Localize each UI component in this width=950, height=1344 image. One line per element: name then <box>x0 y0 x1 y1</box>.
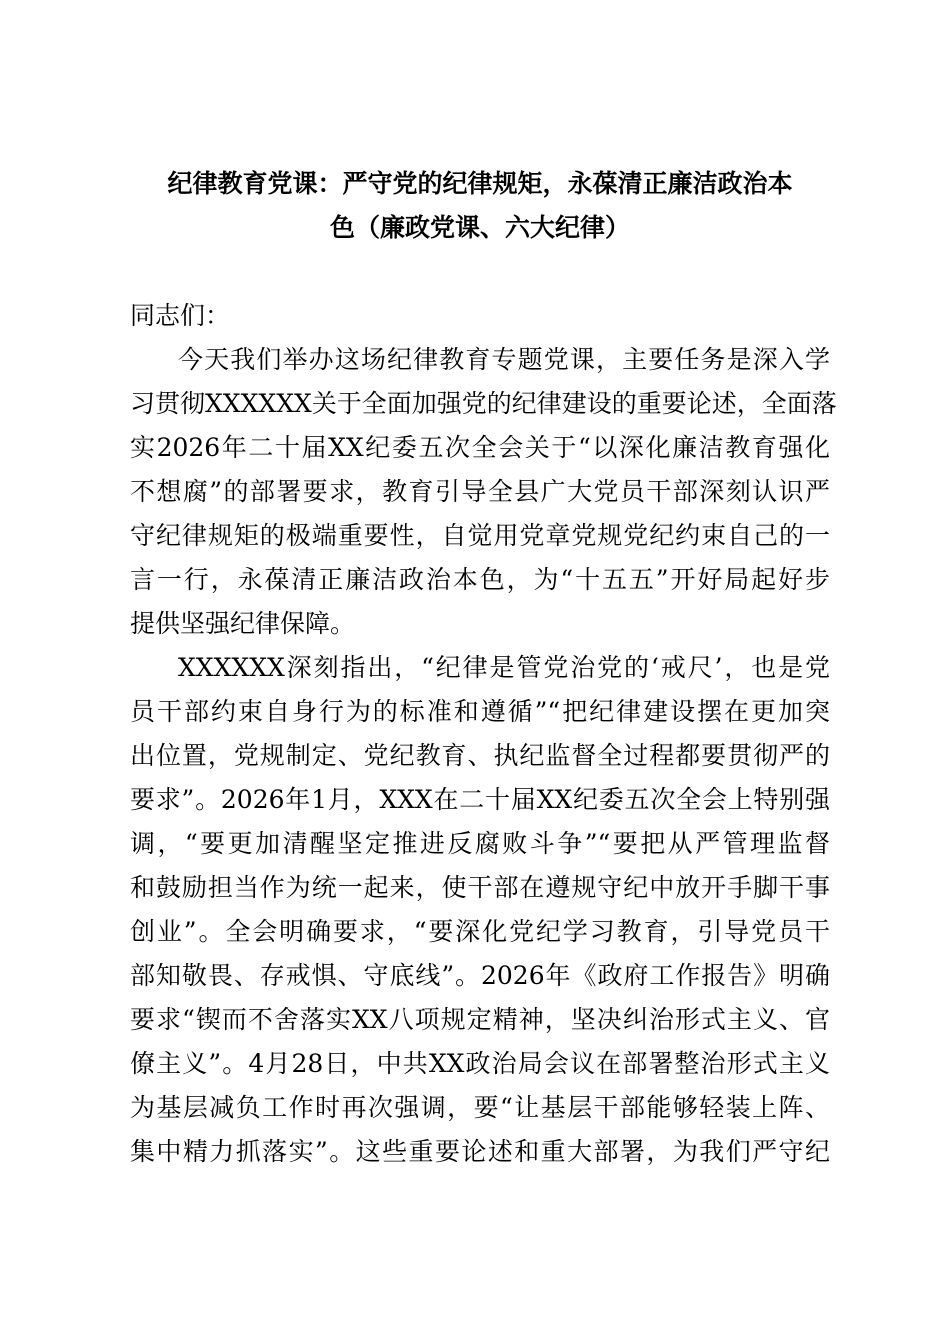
paragraph-2 <box>130 646 830 1174</box>
paragraph-line: 提供坚强纪律保障。 <box>130 609 356 638</box>
paragraph-line: 和鼓励担当作为统一起来，使干部在遵规守纪中放开手脚干事 <box>130 873 830 902</box>
title-line-1: 纪律教育党课：严守党的纪律规矩，永葆清正廉洁政治本 <box>167 169 793 198</box>
paragraph-line: 习贯彻XXXXXX关于全面加强党的纪律建设的重要论述，全面落 <box>130 389 837 418</box>
paragraph-line: 出位置，党规制定、党纪教育、执纪监督全过程都要贯彻严的 <box>130 741 830 770</box>
salutation: 同志们： <box>130 301 231 330</box>
paragraph-line: 不想腐”的部署要求，教育引导全县广大党员干部深刻认识严 <box>130 477 830 506</box>
paragraph-line: 僚主义”。4月28日，中共XX政治局会议在部署整治形式主义 <box>130 1049 830 1078</box>
paragraph-line: 要求”。2026年1月，XXX在二十届XX纪委五次全会上特别强 <box>130 785 830 814</box>
paragraph-line: 守纪律规矩的极端重要性，自觉用党章党规党纪约束自己的一 <box>130 521 830 550</box>
paragraph-line: 调，“要更加清醒坚定推进反腐败斗争”“要把从严管理监督 <box>130 829 830 858</box>
paragraph-line: 员干部约束自身行为的标准和遵循”“把纪律建设摆在更加突 <box>130 697 830 726</box>
paragraph-line: 今天我们举办这场纪律教育专题党课，主要任务是深入学 <box>178 345 830 374</box>
paragraph-1 <box>130 338 837 646</box>
title-line-2: 色（廉政党课、六大纪律） <box>329 213 630 242</box>
paragraph-line: 集中精力抓落实”。这些重要论述和重大部署，为我们严守纪 <box>130 1137 830 1166</box>
paragraph-line: XXXXXX深刻指出，“纪律是管党治党的‘戒尺’，也是党 <box>178 653 830 682</box>
paragraph-line: 言一行，永葆清正廉洁政治本色，为“十五五”开好局起好步 <box>130 565 830 594</box>
paragraph-line: 部知敬畏、存戒惧、守底线”。2026年《政府工作报告》明确 <box>130 961 830 990</box>
document-title <box>130 162 830 250</box>
paragraph-line: 创业”。全会明确要求，“要深化党纪学习教育，引导党员干 <box>130 917 830 946</box>
paragraph-line: 要求“锲而不舍落实XX八项规定精神，坚决纠治形式主义、官 <box>130 1005 830 1034</box>
paragraph-line: 为基层减负工作时再次强调，要“让基层干部能够轻装上阵、 <box>130 1093 830 1122</box>
document-body <box>130 338 837 1174</box>
paragraph-line: 实2026年二十届XX纪委五次全会关于“以深化廉洁教育强化 <box>130 433 830 462</box>
